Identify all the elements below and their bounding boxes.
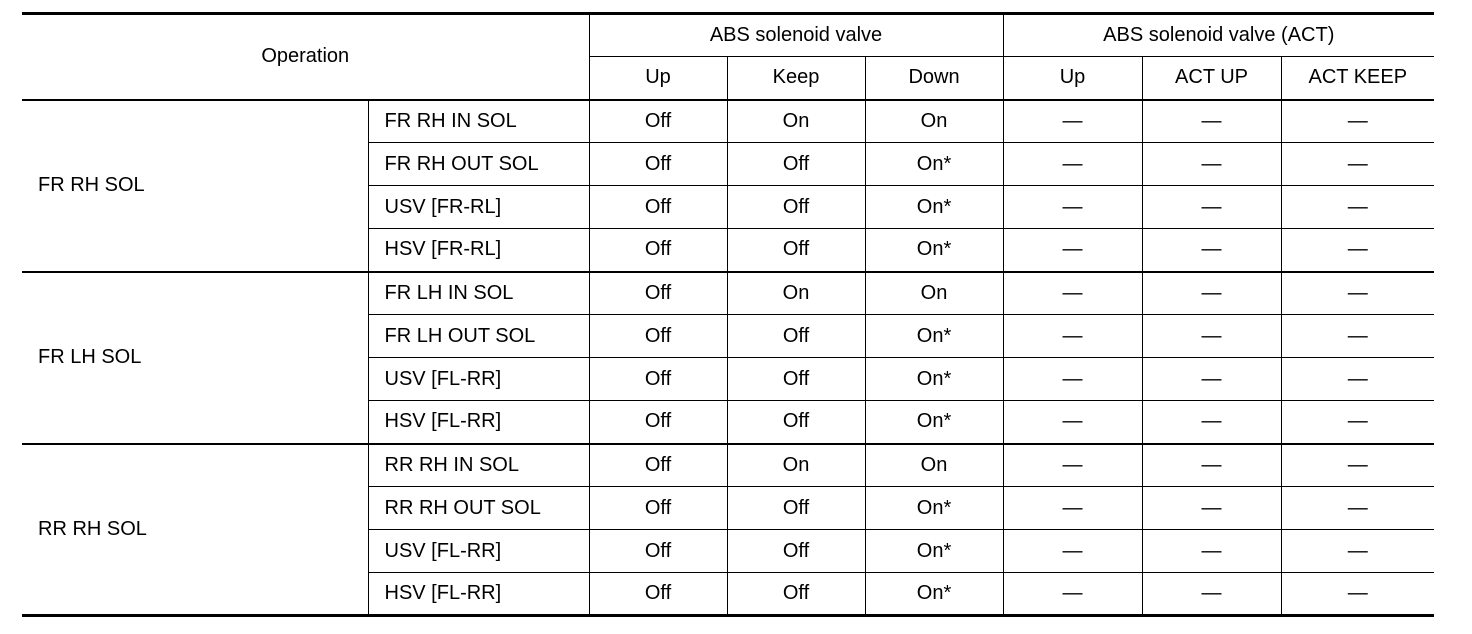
act-act-keep-value: — (1281, 444, 1434, 487)
act-act-keep-value: — (1281, 272, 1434, 315)
act-up-value: — (1003, 100, 1142, 143)
item-label: HSV [FR-RL] (368, 229, 589, 272)
item-label: USV [FR-RL] (368, 186, 589, 229)
act-act-up-value: — (1142, 229, 1281, 272)
item-label: HSV [FL-RR] (368, 401, 589, 444)
abs-up-value: Off (589, 229, 727, 272)
abs-up-value: Off (589, 143, 727, 186)
abs-keep-value: Off (727, 186, 865, 229)
header-act-act-up: ACT UP (1142, 57, 1281, 100)
act-act-keep-value: — (1281, 229, 1434, 272)
abs-up-value: Off (589, 530, 727, 573)
item-label: USV [FL-RR] (368, 358, 589, 401)
abs-keep-value: Off (727, 573, 865, 616)
table-body (22, 100, 1434, 616)
item-label: FR RH IN SOL (368, 100, 589, 143)
abs-down-value: On (865, 100, 1003, 143)
abs-up-value: Off (589, 444, 727, 487)
item-label: FR LH OUT SOL (368, 315, 589, 358)
act-act-keep-value: — (1281, 186, 1434, 229)
abs-up-value: Off (589, 186, 727, 229)
act-act-keep-value: — (1281, 100, 1434, 143)
act-up-value: — (1003, 186, 1142, 229)
abs-keep-value: Off (727, 401, 865, 444)
act-up-value: — (1003, 272, 1142, 315)
abs-down-value: On* (865, 186, 1003, 229)
act-act-up-value: — (1142, 487, 1281, 530)
header-act-up: Up (1003, 57, 1142, 100)
item-label: RR RH OUT SOL (368, 487, 589, 530)
act-act-keep-value: — (1281, 315, 1434, 358)
act-up-value: — (1003, 315, 1142, 358)
header-abs-down: Down (865, 57, 1003, 100)
abs-up-value: Off (589, 272, 727, 315)
header-operation: Operation (22, 14, 589, 100)
abs-keep-value: On (727, 444, 865, 487)
act-act-keep-value: — (1281, 143, 1434, 186)
solenoid-operation-table (22, 12, 1434, 617)
abs-up-value: Off (589, 358, 727, 401)
header-abs-up: Up (589, 57, 727, 100)
abs-keep-value: Off (727, 487, 865, 530)
header-act-act-keep: ACT KEEP (1281, 57, 1434, 100)
abs-keep-value: Off (727, 530, 865, 573)
act-up-value: — (1003, 401, 1142, 444)
table-row (22, 100, 1434, 143)
header-abs-solenoid-valve: ABS solenoid valve (589, 14, 1003, 57)
item-label: FR RH OUT SOL (368, 143, 589, 186)
abs-down-value: On* (865, 358, 1003, 401)
abs-down-value: On* (865, 401, 1003, 444)
act-act-up-value: — (1142, 401, 1281, 444)
act-act-keep-value: — (1281, 530, 1434, 573)
abs-up-value: Off (589, 401, 727, 444)
item-label: USV [FL-RR] (368, 530, 589, 573)
act-up-value: — (1003, 229, 1142, 272)
abs-down-value: On* (865, 530, 1003, 573)
abs-up-value: Off (589, 315, 727, 358)
abs-keep-value: Off (727, 143, 865, 186)
act-up-value: — (1003, 358, 1142, 401)
act-up-value: — (1003, 573, 1142, 616)
group-label: RR RH SOL (22, 444, 368, 616)
abs-up-value: Off (589, 487, 727, 530)
abs-keep-value: On (727, 272, 865, 315)
abs-down-value: On* (865, 143, 1003, 186)
act-act-keep-value: — (1281, 401, 1434, 444)
abs-down-value: On* (865, 573, 1003, 616)
act-up-value: — (1003, 487, 1142, 530)
act-act-up-value: — (1142, 530, 1281, 573)
act-up-value: — (1003, 444, 1142, 487)
act-act-up-value: — (1142, 100, 1281, 143)
header-abs-keep: Keep (727, 57, 865, 100)
abs-down-value: On (865, 272, 1003, 315)
abs-up-value: Off (589, 573, 727, 616)
item-label: HSV [FL-RR] (368, 573, 589, 616)
abs-keep-value: On (727, 100, 865, 143)
abs-down-value: On* (865, 487, 1003, 530)
act-up-value: — (1003, 143, 1142, 186)
act-act-up-value: — (1142, 143, 1281, 186)
abs-down-value: On (865, 444, 1003, 487)
group-label: FR RH SOL (22, 100, 368, 272)
act-act-up-value: — (1142, 358, 1281, 401)
act-act-keep-value: — (1281, 573, 1434, 616)
act-act-up-value: — (1142, 573, 1281, 616)
item-label: RR RH IN SOL (368, 444, 589, 487)
item-label: FR LH IN SOL (368, 272, 589, 315)
act-act-keep-value: — (1281, 487, 1434, 530)
abs-keep-value: Off (727, 229, 865, 272)
group-label: FR LH SOL (22, 272, 368, 444)
table-row (22, 272, 1434, 315)
header-abs-solenoid-valve-act: ABS solenoid valve (ACT) (1003, 14, 1434, 57)
act-up-value: — (1003, 530, 1142, 573)
abs-down-value: On* (865, 315, 1003, 358)
act-act-up-value: — (1142, 444, 1281, 487)
act-act-up-value: — (1142, 315, 1281, 358)
abs-keep-value: Off (727, 358, 865, 401)
act-act-up-value: — (1142, 272, 1281, 315)
abs-up-value: Off (589, 100, 727, 143)
act-act-up-value: — (1142, 186, 1281, 229)
table-row (22, 444, 1434, 487)
abs-down-value: On* (865, 229, 1003, 272)
abs-keep-value: Off (727, 315, 865, 358)
act-act-keep-value: — (1281, 358, 1434, 401)
